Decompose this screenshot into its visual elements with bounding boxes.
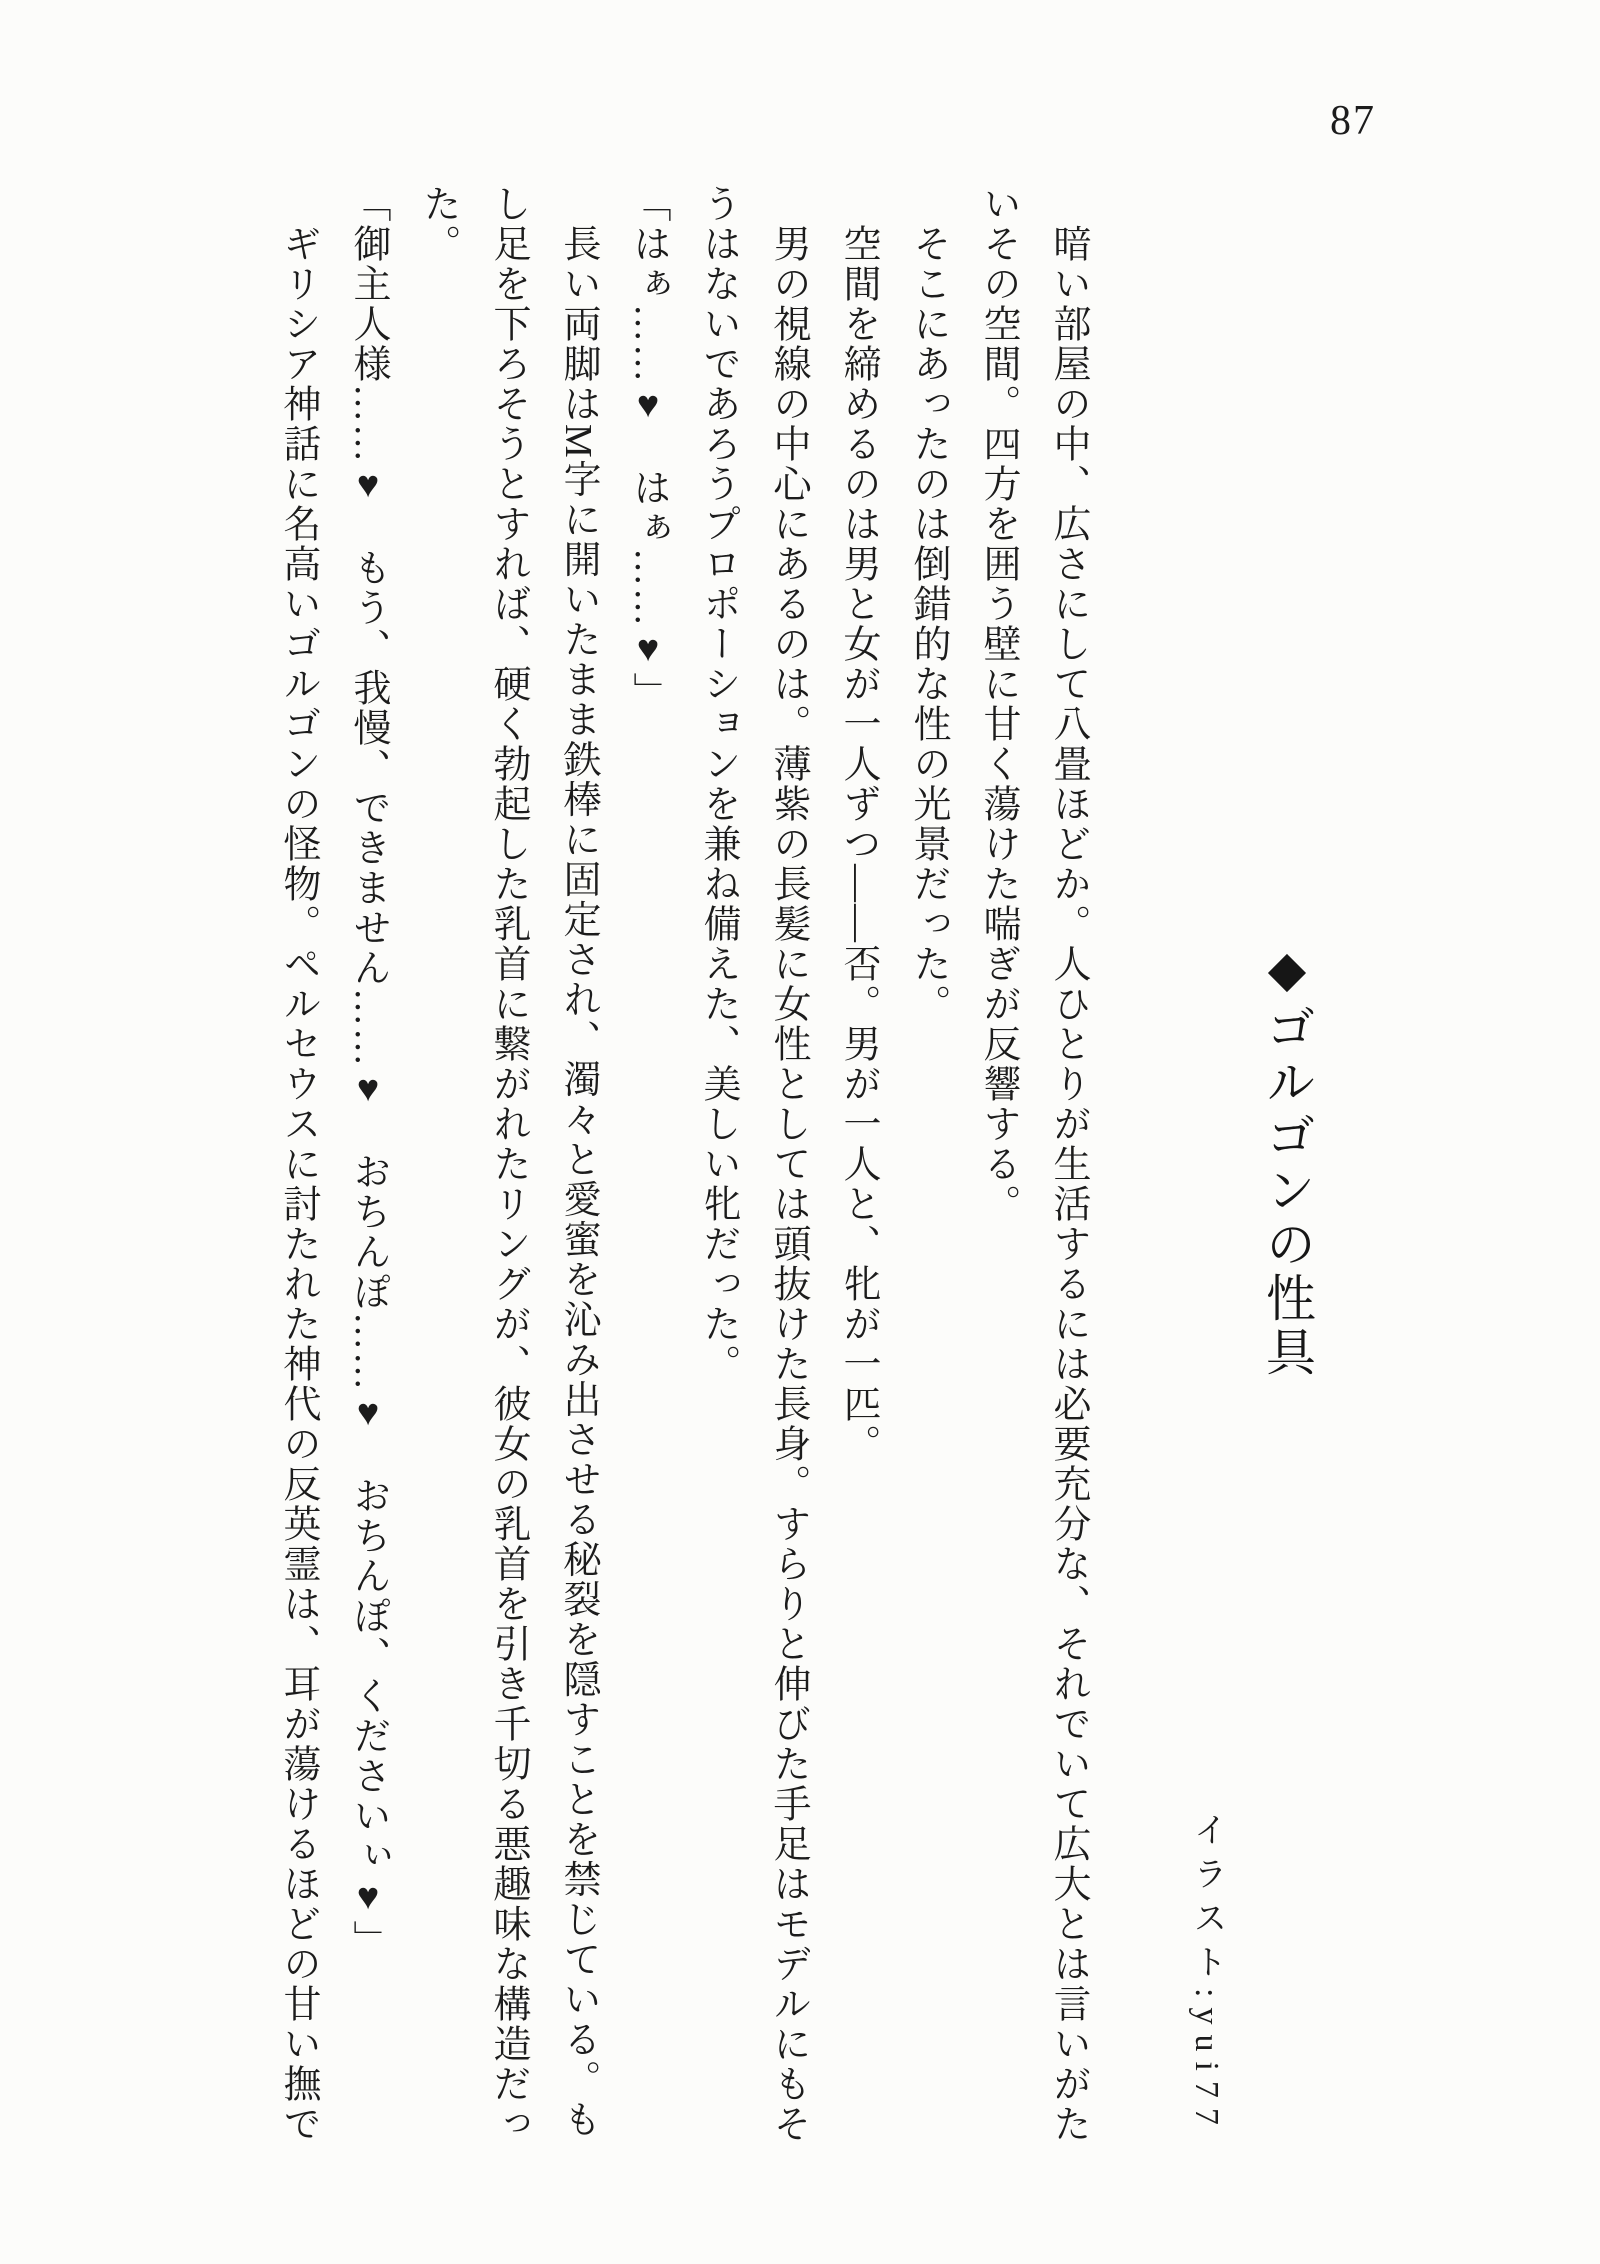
text-line: 長い両脚はM字に開いたまま鉄棒に固定され、濁々と愛蜜を沁み出させる秘裂を隠すことを禁じている。も — [557, 184, 599, 2140]
text-line: そこにあったのは倒錯的な性の光景だった。 — [907, 184, 949, 1024]
page-number: 87 — [1330, 98, 1376, 144]
text-line: ギリシア神話に名高いゴルゴンの怪物。ペルセウスに討たれた神代の反英霊は、耳が蕩けるほどの甘い撫で — [277, 184, 319, 2144]
text-line: 「御主人様……♥ もう、我慢、できません……♥ おちんぽ……♥ おちんぽ、くださいぃ♥」 — [347, 184, 389, 1960]
illustrator-credit: イラスト:yui77 — [1188, 1812, 1225, 2135]
text-line: 暗い部屋の中、広さにして八畳ほどか。人ひとりが生活するには必要充分な、それでいて広大とは言いがた — [1047, 184, 1089, 2144]
text-line: いその空間。四方を囲う壁に甘く蕩けた喘ぎが反響する。 — [977, 184, 1019, 1224]
text-line: た。 — [417, 184, 459, 264]
text-line: 男の視線の中心にあるのは。薄紫の長髪に女性としては頭抜けた長身。すらりと伸びた手足はモデルにもそ — [767, 184, 809, 2144]
text-line: うはないであろうプロポーションを兼ね備えた、美しい牝だった。 — [697, 184, 739, 1384]
text-line: し足を下ろそうとすれば、硬く勃起した乳首に繋がれたリングが、彼女の乳首を引き千切る悪趣味な構造だっ — [487, 184, 529, 2144]
body-text — [263, 184, 1103, 2148]
text-line: 空間を締めるのは男と女が一人ずつ――否。男が一人と、牝が一匹。 — [837, 184, 879, 1464]
text-line: 「はぁ……♥ はぁ……♥」 — [627, 184, 669, 712]
chapter-title: ◆ゴルゴンの性具 — [1259, 940, 1315, 1380]
